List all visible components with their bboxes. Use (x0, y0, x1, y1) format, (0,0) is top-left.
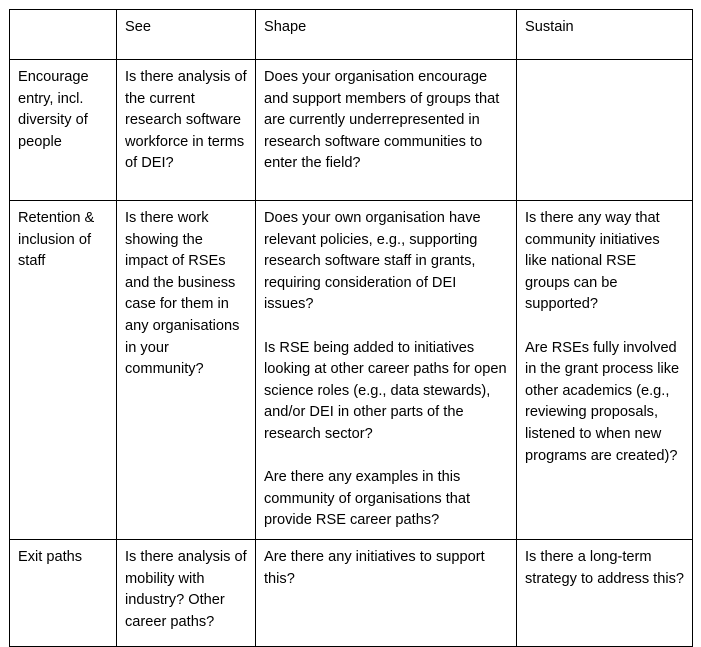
cell-exit-see (117, 539, 256, 646)
cell-paragraph: Does your own organisation have relevant policies, e.g., supporting research software staff in grants, requiring consideration of DEI issues? (264, 210, 481, 313)
cell-paragraph: Is RSE being added to initiatives looking at other career paths for open science roles (e.g., data stewards), and/or DEI in other parts of the research sector? (264, 339, 507, 442)
table-row (10, 201, 693, 540)
cell-paragraph: Is there a long-term strategy to address this? (525, 548, 684, 587)
cell-paragraph: Are there any initiatives to support this? (264, 548, 485, 587)
table-row (10, 60, 693, 201)
cell-exit-sustain (517, 539, 693, 646)
cell-paragraph: Is there analysis of the current research software workforce in terms of DEI? (125, 69, 247, 172)
cell-paragraph: Does your organisation encourage and support members of groups that are currently underrepresented in research software communities to enter the field? (264, 69, 500, 172)
header-cell-sustain: Sustain (517, 10, 693, 60)
table-container (9, 9, 692, 630)
cell-encourage-sustain (517, 60, 693, 201)
header-cell-corner (10, 10, 117, 60)
cell-encourage-shape (256, 60, 517, 201)
cell-retention-sustain (517, 201, 693, 540)
table-row (10, 539, 693, 646)
header-cell-shape: Shape (256, 10, 517, 60)
cell-paragraph: Are there any examples in this community of organisations that provide RSE career paths? (264, 469, 471, 529)
table-header (10, 10, 693, 60)
cell-retention-see (117, 201, 256, 540)
cell-paragraph: Is there work showing the impact of RSEs and the business case for them in any organisations in your community? (125, 210, 240, 378)
cell-paragraph: Is there any way that community initiatives like national RSE groups can be supported? (525, 210, 660, 313)
cell-exit-shape (256, 539, 517, 646)
row-label-encourage-entry: Encourage entry, incl. diversity of people (10, 60, 117, 201)
header-row (10, 10, 693, 60)
cell-paragraph: Is there analysis of mobility with industry? Other career paths? (125, 548, 247, 630)
cell-retention-shape (256, 201, 517, 540)
cell-paragraph: Are RSEs fully involved in the grant process like other academics (e.g., reviewing proposals, listened to when new programs are created)? (525, 339, 680, 464)
action-matrix-table (9, 9, 693, 647)
row-label-retention-inclusion: Retention & inclusion of staff (10, 201, 117, 540)
header-cell-see: See (117, 10, 256, 60)
cell-encourage-see (117, 60, 256, 201)
table-body (10, 60, 693, 647)
row-label-exit-paths: Exit paths (10, 539, 117, 646)
